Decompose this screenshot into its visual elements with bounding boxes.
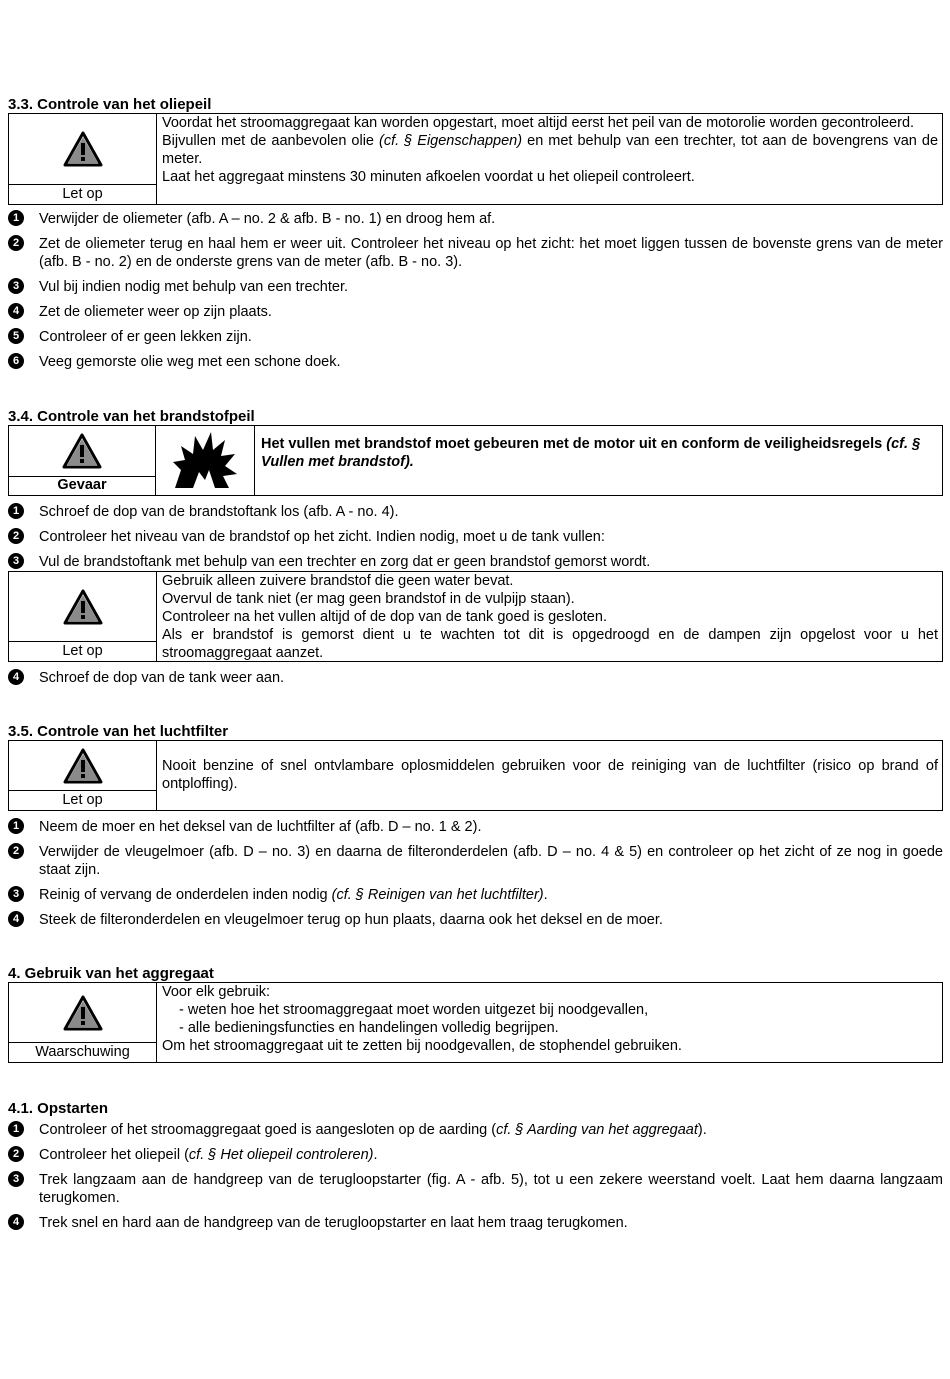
list-item: 3 Trek langzaam aan de handgreep van de terugloopstarter (fig. A - afb. 5), tot u een zekere weerstand voelt. Laat hem daarna langzaam terugkomen.	[8, 1171, 943, 1207]
steps-3-4	[8, 503, 943, 571]
warning-label: Waarschuwing	[35, 1044, 130, 1060]
warning-text	[157, 983, 942, 1062]
warning-box-fuel	[8, 571, 943, 662]
warning-line: Gebruik alleen zuivere brandstof die geen water bevat.	[162, 573, 514, 589]
warning-line: Laat het aggregaat minstens 30 minuten afkoelen voordat u het oliepeil controleert.	[162, 169, 695, 185]
warning-line: Controleer na het vullen altijd of de dop van de tank goed is gesloten.	[162, 609, 607, 625]
danger-box-fuel	[8, 425, 943, 496]
document-page	[8, 96, 943, 1232]
section-title-3-3: 3.3. Controle van het oliepeil	[8, 96, 212, 113]
list-item: 4 Steek de filteronderdelen en vleugelmoer terug op hun plaats, daarna ook het deksel en de moer.	[8, 911, 943, 929]
list-item: 1 Schroef de dop van de brandstoftank los (afb. A - no. 4).	[8, 503, 943, 521]
warning-text	[157, 572, 942, 661]
list-item: 6 Veeg gemorste olie weg met een schone doek.	[8, 353, 943, 371]
steps-4-1	[8, 1121, 943, 1232]
list-item: 2 Zet de oliemeter terug en haal hem er weer uit. Controleer het niveau op het zicht: het moet liggen tussen de bovenste grens van de meter (afb. B - no. 2) en de onderste grens van de meter (afb. B - no. 3).	[8, 235, 943, 271]
warning-line: Bijvullen met de aanbevolen olie (cf. § Eigenschappen) en met behulp van een trechter, tot aan de bovengrens van de meter.	[162, 133, 939, 167]
section-title-3-4: 3.4. Controle van het brandstofpeil	[8, 408, 255, 425]
warning-line: Nooit benzine of snel ontvlambare oplosmiddelen gebruiken voor de reiniging van de luchtfilter (risico op brand of ontploffing).	[162, 758, 938, 792]
section-title-3-5: 3.5. Controle van het luchtfilter	[8, 723, 229, 740]
list-item: 4 Schroef de dop van de tank weer aan.	[8, 669, 943, 687]
warning-line: Om het stroomaggregaat uit te zetten bij noodgevallen, de stophendel gebruiken.	[162, 1038, 682, 1054]
list-item: 1 Neem de moer en het deksel van de luchtfilter af (afb. D – no. 1 & 2).	[8, 818, 943, 836]
list-item: 3 Vul bij indien nodig met behulp van een trechter.	[8, 278, 943, 296]
warning-line: Voor elk gebruik:	[162, 984, 271, 1000]
warning-triangle-icon	[63, 995, 103, 1031]
section-title-4-1: 4.1. Opstarten	[8, 1100, 109, 1117]
warning-line: - alle bedieningsfuncties en handelingen volledig begrijpen.	[179, 1020, 559, 1036]
warning-label: Let op	[62, 643, 103, 659]
list-item: 4 Zet de oliemeter weer op zijn plaats.	[8, 303, 943, 321]
warning-triangle-icon	[62, 433, 102, 469]
warning-box-airfilter	[8, 740, 943, 811]
list-item: 1 Controleer of het stroomaggregaat goed is aangesloten op de aarding (cf. § Aarding van het aggregaat).	[8, 1121, 943, 1139]
section-title-4: 4. Gebruik van het aggregaat	[8, 965, 214, 982]
warning-line: Overvul de tank niet (er mag geen brandstof in de vulpijp staan).	[162, 591, 575, 607]
warning-triangle-icon	[63, 131, 103, 167]
warning-triangle-icon	[63, 748, 103, 784]
warning-label: Let op	[62, 186, 103, 202]
danger-label: Gevaar	[57, 477, 107, 493]
warning-box-oil	[8, 113, 943, 205]
warning-text	[157, 114, 942, 204]
list-item: 2 Controleer het oliepeil (cf. § Het oliepeil controleren).	[8, 1146, 943, 1164]
steps-3-5	[8, 818, 943, 929]
steps-3-3	[8, 210, 943, 371]
list-item: 2 Controleer het niveau van de brandstof op het zicht. Indien nodig, moet u de tank vullen:	[8, 528, 943, 546]
list-item: 5 Controleer of er geen lekken zijn.	[8, 328, 943, 346]
warning-label: Let op	[62, 792, 103, 808]
explosion-icon	[173, 432, 237, 490]
list-item: 1 Verwijder de oliemeter (afb. A – no. 2 & afb. B - no. 1) en droog hem af.	[8, 210, 943, 228]
warning-line: Voordat het stroomaggregaat kan worden opgestart, moet altijd eerst het peil van de motorolie worden gecontroleerd.	[162, 115, 915, 131]
danger-text: Het vullen met brandstof moet gebeuren met de motor uit en conform de veiligheidsregels (cf. § Vullen met brandstof).	[261, 436, 921, 470]
list-item: 3 Vul de brandstoftank met behulp van een trechter en zorg dat er geen brandstof gemorst wordt.	[8, 553, 943, 571]
warning-triangle-icon	[63, 589, 103, 625]
list-item: 3 Reinig of vervang de onderdelen inden nodig (cf. § Reinigen van het luchtfilter).	[8, 886, 943, 904]
warning-line: Als er brandstof is gemorst dient u te wachten tot dit is opgedroogd en de dampen zijn opgelost voor u het stroomaggregaat aanzet.	[162, 627, 938, 661]
warning-line: - weten hoe het stroomaggregaat moet worden uitgezet bij noodgevallen,	[179, 1002, 649, 1018]
list-item: 4 Trek snel en hard aan de handgreep van de terugloopstarter en laat hem traag terugkomen.	[8, 1214, 943, 1232]
warning-box-usage	[8, 982, 943, 1063]
warning-text	[157, 741, 942, 810]
list-item: 2 Verwijder de vleugelmoer (afb. D – no. 3) en daarna de filteronderdelen (afb. D – no. 4 & 5) en controleer op het zicht of ze nog in goede staat zijn.	[8, 843, 943, 879]
